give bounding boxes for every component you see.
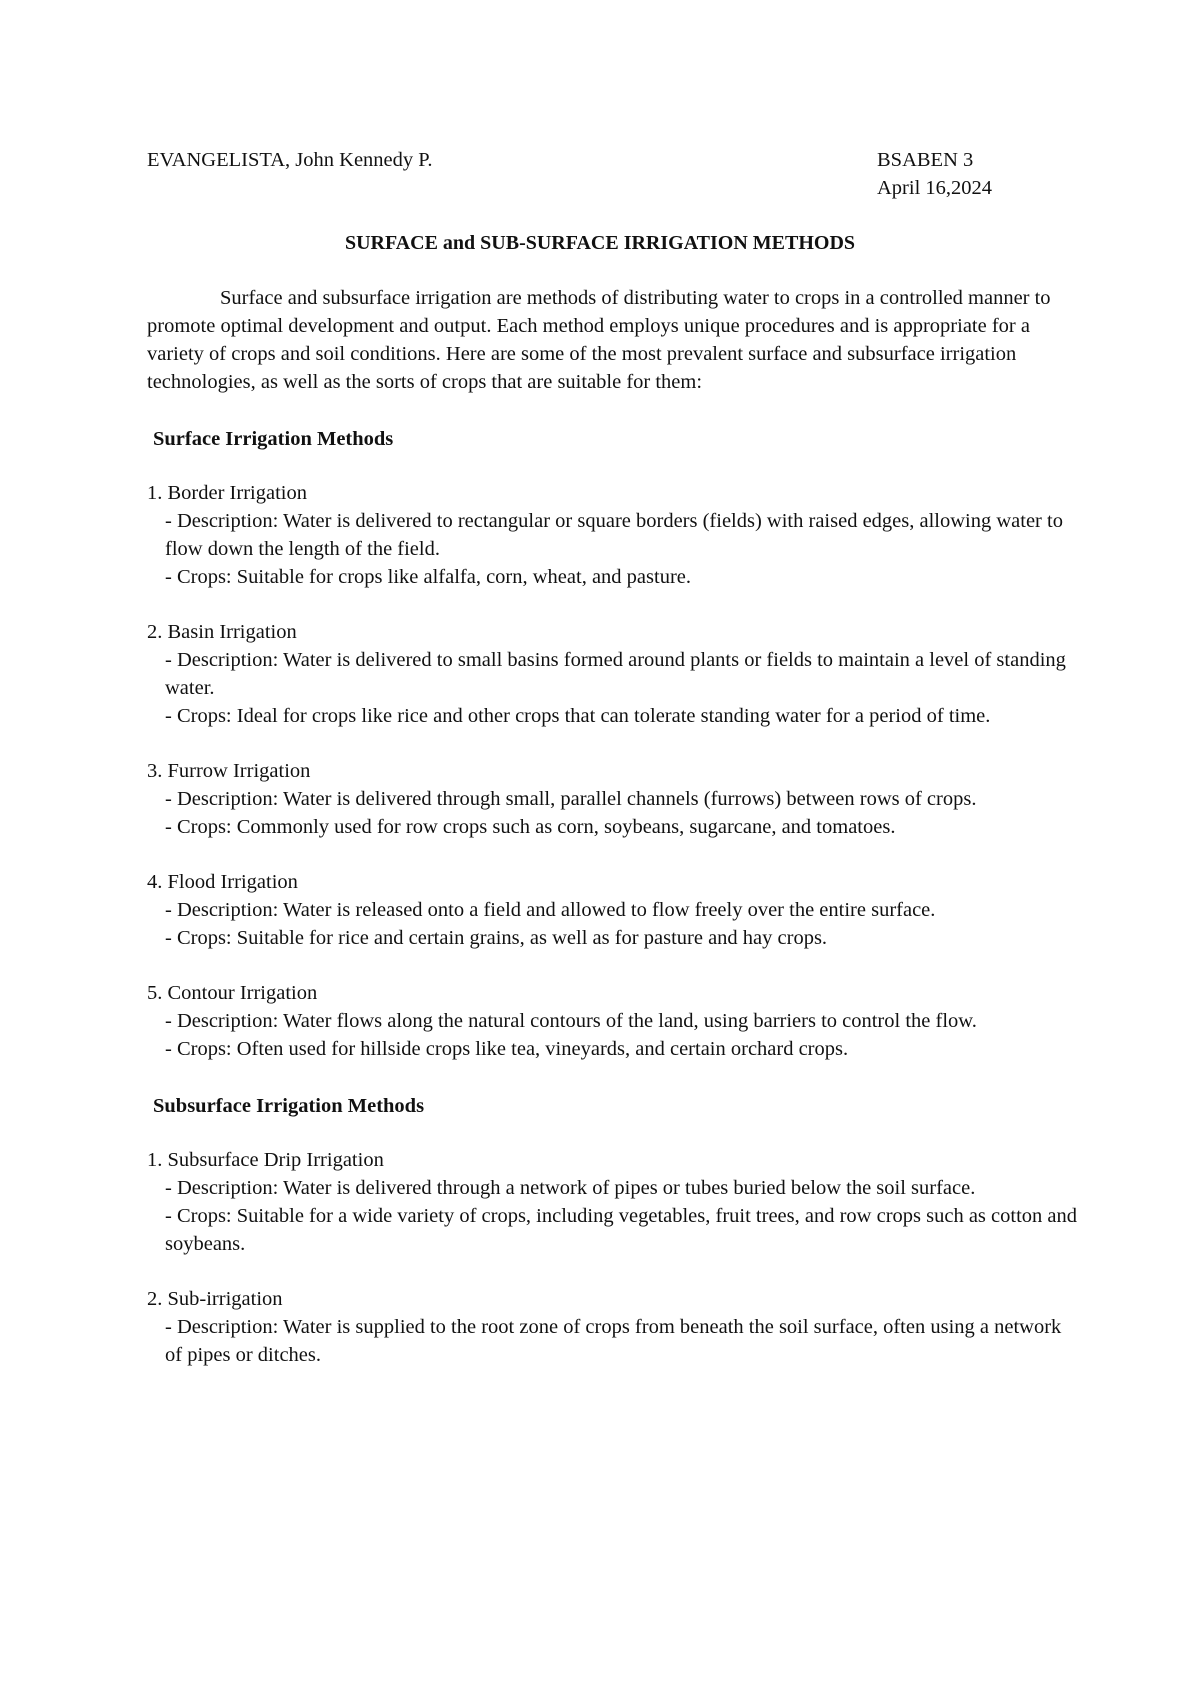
date-label: April 16,2024 <box>877 177 993 199</box>
method-crops: - Crops: Commonly used for row crops such as corn, soybeans, sugarcane, and tomatoes. <box>165 816 896 838</box>
subsurface-heading: Subsurface Irrigation Methods <box>153 1095 425 1117</box>
author-name: EVANGELISTA, John Kennedy P. <box>147 149 433 171</box>
surface-method-3 <box>147 757 1077 841</box>
subsurface-method-2 <box>147 1285 1077 1369</box>
surface-method-4 <box>147 868 1077 952</box>
method-description: - Description: Water flows along the natural contours of the land, using barriers to control the flow. <box>165 1010 977 1032</box>
intro-paragraph: Surface and subsurface irrigation are methods of distributing water to crops in a controlled manner to promote optimal development and output. Each method employs unique procedures and is appropriate for a variety of crops and soil conditions. Here are some of the most prevalent surface and subsurface irrigation technologies, as well as the sorts of crops that are suitable for them: <box>147 287 1051 393</box>
method-crops: - Crops: Often used for hillside crops like tea, vineyards, and certain orchard crops. <box>165 1038 849 1060</box>
surface-method-5 <box>147 979 1077 1063</box>
method-title: 4. Flood Irrigation <box>147 871 298 893</box>
method-crops: - Crops: Ideal for crops like rice and other crops that can tolerate standing water for a period of time. <box>165 705 991 727</box>
surface-method-1 <box>147 479 1077 591</box>
method-description: - Description: Water is delivered through small, parallel channels (furrows) between rows of crops. <box>165 788 977 810</box>
document-body <box>147 284 1077 1369</box>
intro-section <box>147 284 1077 396</box>
method-description: - Description: Water is delivered to small basins formed around plants or fields to maintain a level of standing water. <box>165 649 1066 699</box>
course-label: BSABEN 3 <box>877 149 974 171</box>
method-title: 5. Contour Irrigation <box>147 982 318 1004</box>
method-description: - Description: Water is delivered to rectangular or square borders (fields) with raised edges, allowing water to flow down the length of the field. <box>165 510 1063 560</box>
header-right-block <box>877 146 992 202</box>
method-crops: - Crops: Suitable for crops like alfalfa, corn, wheat, and pasture. <box>165 566 691 588</box>
method-crops: - Crops: Suitable for rice and certain grains, as well as for pasture and hay crops. <box>165 927 828 949</box>
method-crops: - Crops: Suitable for a wide variety of crops, including vegetables, fruit trees, and row crops such as cotton and soybeans. <box>165 1205 1077 1255</box>
method-description: - Description: Water is delivered through a network of pipes or tubes buried below the soil surface. <box>165 1177 976 1199</box>
document-title: SURFACE and SUB-SURFACE IRRIGATION METHODS <box>344 232 856 254</box>
surface-method-2 <box>147 618 1077 730</box>
method-description: - Description: Water is released onto a field and allowed to flow freely over the entire surface. <box>165 899 936 921</box>
method-title: 2. Basin Irrigation <box>147 621 297 643</box>
surface-heading: Surface Irrigation Methods <box>153 428 394 450</box>
method-title: 1. Subsurface Drip Irrigation <box>147 1149 384 1171</box>
method-title: 3. Furrow Irrigation <box>147 760 311 782</box>
method-description: - Description: Water is supplied to the root zone of crops from beneath the soil surface, often using a network of pipes or ditches. <box>165 1316 1062 1366</box>
subsurface-method-1 <box>147 1146 1077 1258</box>
method-title: 2. Sub-irrigation <box>147 1288 283 1310</box>
method-title: 1. Border Irrigation <box>147 482 307 504</box>
